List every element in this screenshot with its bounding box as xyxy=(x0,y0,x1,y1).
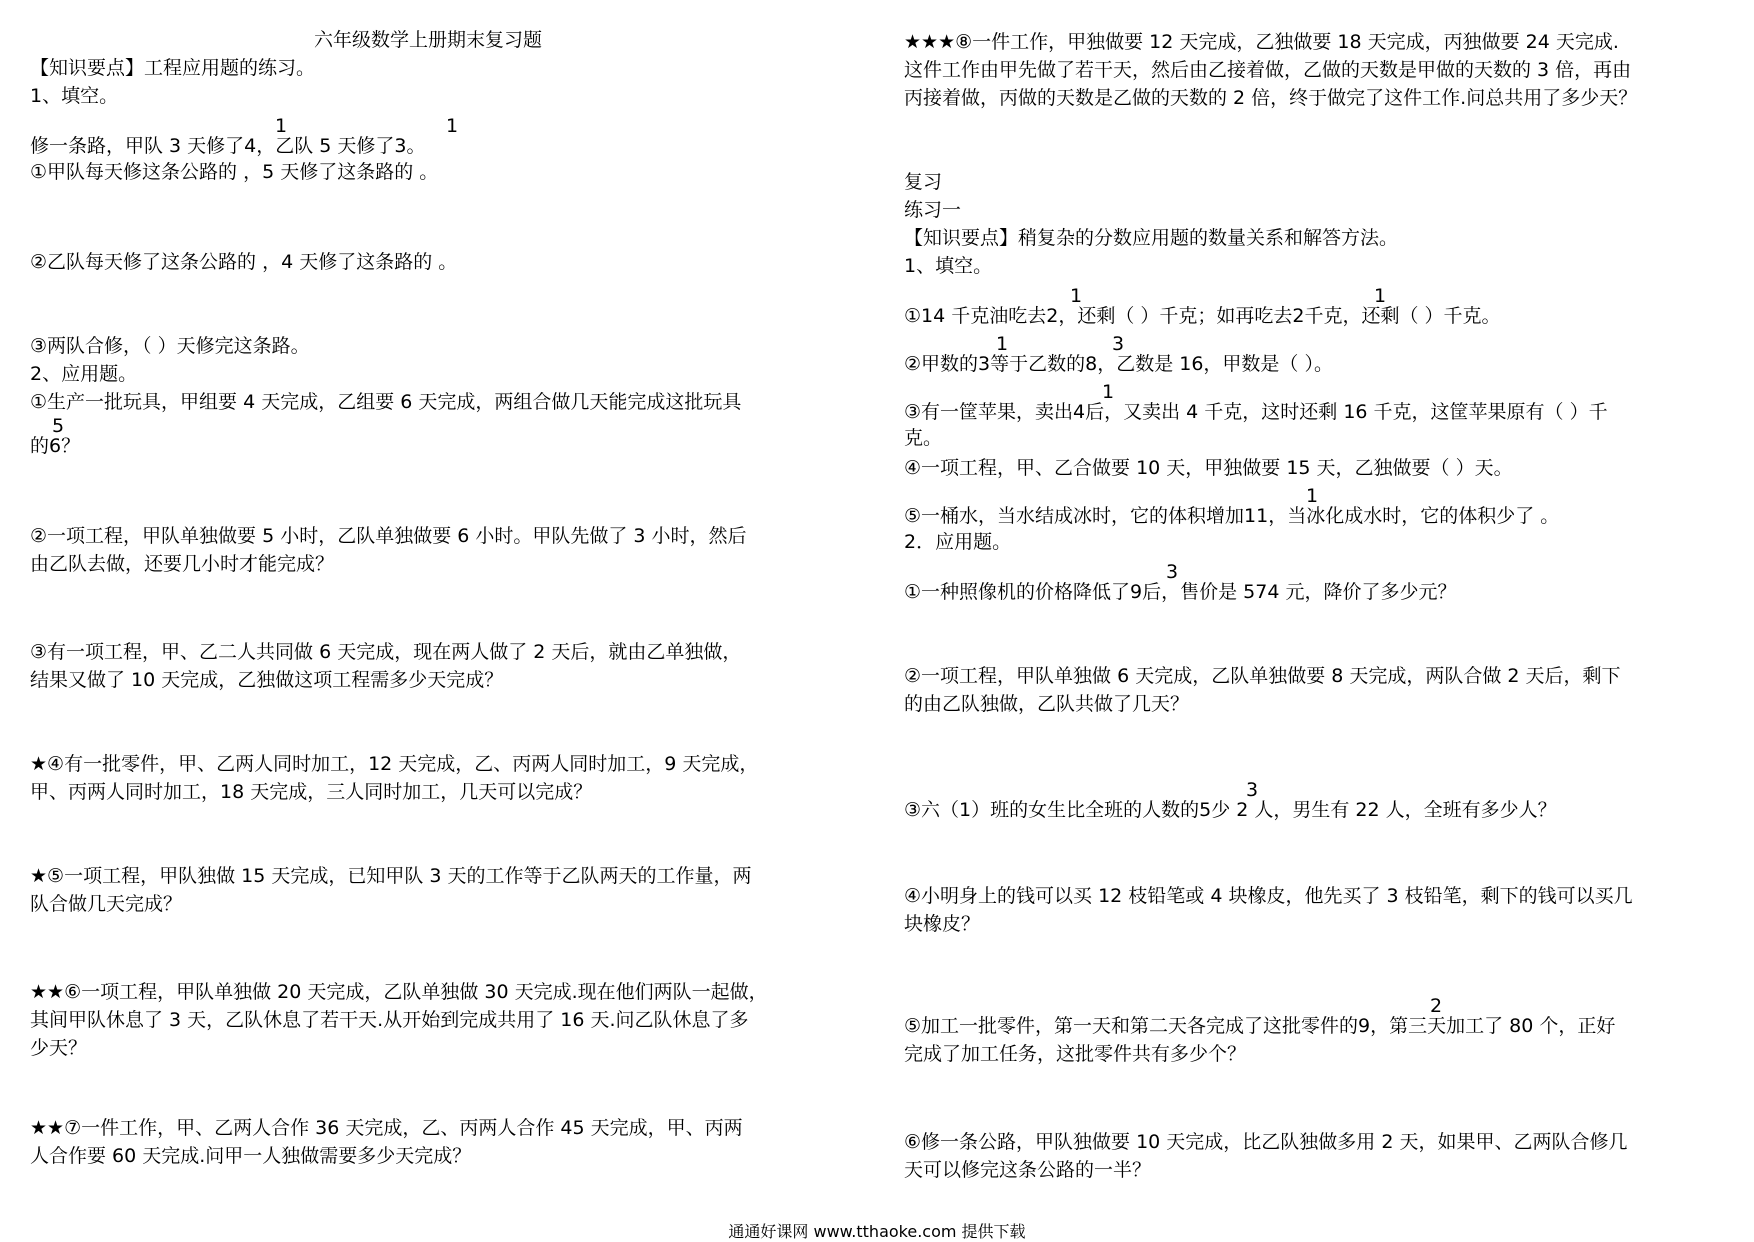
section-applied: 2、应用题。 xyxy=(30,363,138,385)
question-2: ②乙队每天修了这条公路的 ，4 天修了这条路的 。 xyxy=(30,251,458,273)
applied-6-line1: ★★⑥一项工程，甲队单独做 20 天完成，乙队单独做 30 天完成.现在他们两队一起做， xyxy=(30,981,768,1003)
applied-4-line1: ★④有一批零件，甲、乙两人同时加工，12 天完成，乙、丙两人同时加工，9 天完成， xyxy=(30,753,759,775)
applied-3-line1: ③有一项工程，甲、乙二人共同做 6 天完成，现在两人做了 2 天后，就由乙单独做， xyxy=(30,641,742,663)
section-applied: 2．应用题。 xyxy=(904,531,1012,553)
applied-b6-line1: ⑥修一条公路，甲队独做要 10 天完成，比乙队独做多用 2 天，如果甲、乙两队合修几 xyxy=(904,1131,1628,1153)
fill-4: ④一项工程，甲、乙合做要 10 天，甲独做要 15 天，乙独做要（ ）天。 xyxy=(904,457,1513,479)
applied-6-line2: 其间甲队休息了 3 天，乙队休息了若干天.从开始到完成共用了 16 天.问乙队休息了多 xyxy=(30,1009,749,1031)
applied-b5-line1: ⑤加工一批零件，第一天和第二天各完成了这批零件的9，第三天加工了 80 个，正好 xyxy=(904,1015,1616,1037)
applied-b3: ③六（1）班的女生比全班的人数的5少 2 人，男生有 22 人，全班有多少人？ xyxy=(904,799,1557,821)
applied-b4-line2: 块橡皮？ xyxy=(904,913,981,935)
footer-source: 通通好课网 www.tthaoke.com 提供下载 xyxy=(728,1222,1026,1241)
applied-8-line3: 丙接着做，丙做的天数是乙做的天数的 2 倍，终于做完了这件工作.问总共用了多少天？ xyxy=(904,87,1638,109)
applied-1-line2: 的6？ xyxy=(30,435,81,457)
fraction-numerator: 2 xyxy=(1430,995,1443,1017)
applied-2-line1: ②一项工程，甲队单独做要 5 小时，乙队单独做要 6 小时。甲队先做了 3 小时，然后 xyxy=(30,525,747,547)
intro-text: 修一条路，甲队 3 天修了4，乙队 5 天修了3。 xyxy=(30,135,426,157)
applied-3-line2: 结果又做了 10 天完成，乙独做这项工程需多少天完成？ xyxy=(30,669,504,691)
fill-2: ②甲数的3等于乙数的8，乙数是 16，甲数是（ ）。 xyxy=(904,353,1333,375)
fraction-numerator: 1 xyxy=(446,115,459,137)
knowledge-point: 【知识要点】工程应用题的练习。 xyxy=(30,57,316,79)
section-fill-blank: 1、填空。 xyxy=(904,255,993,277)
fraction-numerator: 3 xyxy=(1112,333,1125,355)
question-3: ③两队合修，（ ）天修完这条路。 xyxy=(30,335,310,357)
applied-5-line2: 队合做几天完成？ xyxy=(30,893,183,915)
applied-7-line2: 人合作要 60 天完成.问甲一人独做需要多少天完成？ xyxy=(30,1145,472,1167)
page-title: 六年级数学上册期末复习题 xyxy=(314,29,543,51)
applied-8-line2: 这件工作由甲先做了若干天，然后由乙接着做，乙做的天数是甲做的天数的 3 倍，再由 xyxy=(904,59,1632,81)
applied-8-line1: ★★★⑧一件工作，甲独做要 12 天完成，乙独做要 18 天完成，丙独做要 24 天完成. xyxy=(904,31,1619,53)
applied-7-line1: ★★⑦一件工作，甲、乙两人合作 36 天完成，乙、丙两人合作 45 天完成，甲、丙两 xyxy=(30,1117,743,1139)
fill-1: ①14 千克油吃去2，还剩（ ）千克；如再吃去2千克，还剩（ ）千克。 xyxy=(904,305,1501,327)
applied-b2-line1: ②一项工程，甲队单独做 6 天完成，乙队单独做要 8 天完成，两队合做 2 天后，剩下 xyxy=(904,665,1621,687)
fraction-numerator: 1 xyxy=(1306,485,1319,507)
applied-1-line1: ①生产一批玩具，甲组要 4 天完成，乙组要 6 天完成，两组合做几天能完成这批玩具 xyxy=(30,391,742,413)
applied-6-line3: 少天？ xyxy=(30,1037,88,1059)
knowledge-point: 【知识要点】稍复杂的分数应用题的数量关系和解答方法。 xyxy=(904,227,1399,249)
fraction-numerator: 1 xyxy=(275,115,288,137)
applied-b2-line2: 的由乙队独做，乙队共做了几天？ xyxy=(904,693,1190,715)
applied-b5-line2: 完成了加工任务，这批零件共有多少个？ xyxy=(904,1043,1247,1065)
fraction-numerator: 1 xyxy=(996,333,1009,355)
fill-3-line1: ③有一筐苹果，卖出4后，又卖出 4 千克，这时还剩 16 千克，这筐苹果原有（ ）千 xyxy=(904,401,1608,423)
applied-2-line2: 由乙队去做，还要几小时才能完成？ xyxy=(30,553,335,575)
fraction-numerator: 1 xyxy=(1374,285,1387,307)
review-heading: 复习 xyxy=(904,171,943,193)
fraction-numerator: 1 xyxy=(1070,285,1083,307)
fill-5: ⑤一桶水，当水结成冰时，它的体积增加11，当冰化成水时，它的体积少了 。 xyxy=(904,505,1560,527)
applied-b4-line1: ④小明身上的钱可以买 12 枝铅笔或 4 块橡皮，他先买了 3 枝铅笔，剩下的钱可以买几 xyxy=(904,885,1633,907)
applied-b1: ①一种照像机的价格降低了9后，售价是 574 元，降价了多少元？ xyxy=(904,581,1457,603)
fraction-numerator: 1 xyxy=(1102,381,1115,403)
practice-heading: 练习一 xyxy=(904,199,962,221)
applied-4-line2: 甲、丙两人同时加工，18 天完成，三人同时加工，几天可以完成？ xyxy=(30,781,593,803)
question-1: ①甲队每天修这条公路的 ，5 天修了这条路的 。 xyxy=(30,161,439,183)
fraction-numerator: 5 xyxy=(52,415,65,437)
section-fill-blank: 1、填空。 xyxy=(30,85,119,107)
applied-b6-line2: 天可以修完这条公路的一半？ xyxy=(904,1159,1152,1181)
fraction-numerator: 3 xyxy=(1246,779,1259,801)
fill-3-line2: 克。 xyxy=(904,427,943,449)
applied-5-line1: ★⑤一项工程，甲队独做 15 天完成，已知甲队 3 天的工作等于乙队两天的工作量，两 xyxy=(30,865,752,887)
fraction-numerator: 3 xyxy=(1166,561,1179,583)
